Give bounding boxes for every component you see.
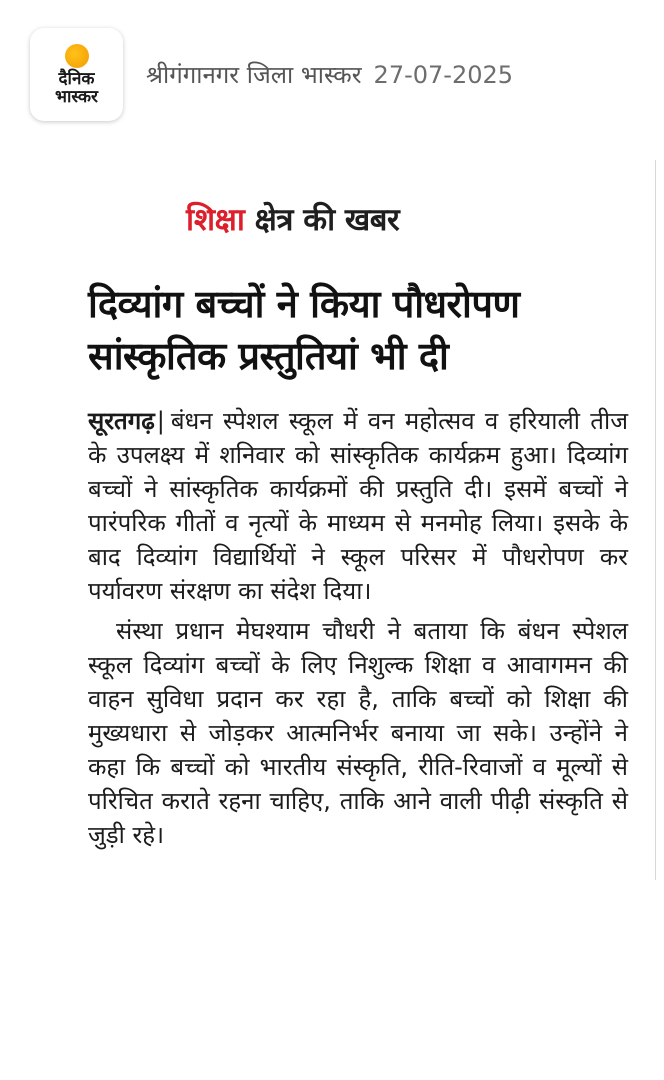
header [0,0,664,150]
headline [88,278,648,382]
dateline-separator: | [156,407,165,435]
edition-info [146,58,513,91]
headline-line2: सांस्कृतिक प्रस्तुतियां भी दी [88,334,449,378]
section-tag-rest: क्षेत्र की खबर [254,202,400,238]
article-paragraph-1-text: बंधन स्पेशल स्कूल में वन महोत्सव व हरियाली तीज के उपलक्ष्य में शनिवार को सांस्कृतिक कार्यक्रम हुआ। दिव्यांग बच्चों ने सांस्कृतिक कार्यक्रमों की प्रस्तुति दी। इसमें बच्चों ने पारंपरिक गीतों व नृत्यों के माध्यम से मनमोह लिया। इसके के बाद दिव्यांग विद्यार्थियों ने स्कूल परिसर में पौधरोपण कर पर्यावरण संरक्षण का संदेश दिया। [88,407,628,605]
section-tag-accent: शिक्षा [186,202,245,238]
section-tag [186,198,399,240]
page-edge-line [655,160,656,880]
headline-line1: दिव्यांग बच्चों ने किया पौधरोपण [88,282,520,326]
article-body [88,404,628,852]
article-paragraph-2: संस्था प्रधान मेघश्याम चौधरी ने बताया कि बंधन स्पेशल स्कूल दिव्यांग बच्चों के लिए निशुल्क शिक्षा व आवागमन की वाहन सुविधा प्रदान कर रहा है, ताकि बच्चों को शिक्षा की मुख्यधारा से जोड़कर आत्मनिर्भर बनाया जा सके। उन्होंने ने कहा कि बच्चों को भारतीय संस्कृति, रीति-रिवाजों व मूल्यों से परिचित कराते रहना चाहिए, ताकि आने वाली पीढ़ी संस्कृति से जुड़ी रहे। [88,617,628,849]
sun-icon [65,44,89,68]
dateline: सूरतगढ़ [88,407,155,435]
logo-text-line2: भास्कर [55,86,98,107]
logo-text-line1: दैनिक [58,68,95,89]
edition-name: श्रीगंगानगर जिला भास्कर [146,61,362,89]
edition-date: 27-07-2025 [373,61,514,89]
dainik-bhaskar-logo[interactable] [30,28,123,121]
article-paragraph-1 [88,404,628,608]
